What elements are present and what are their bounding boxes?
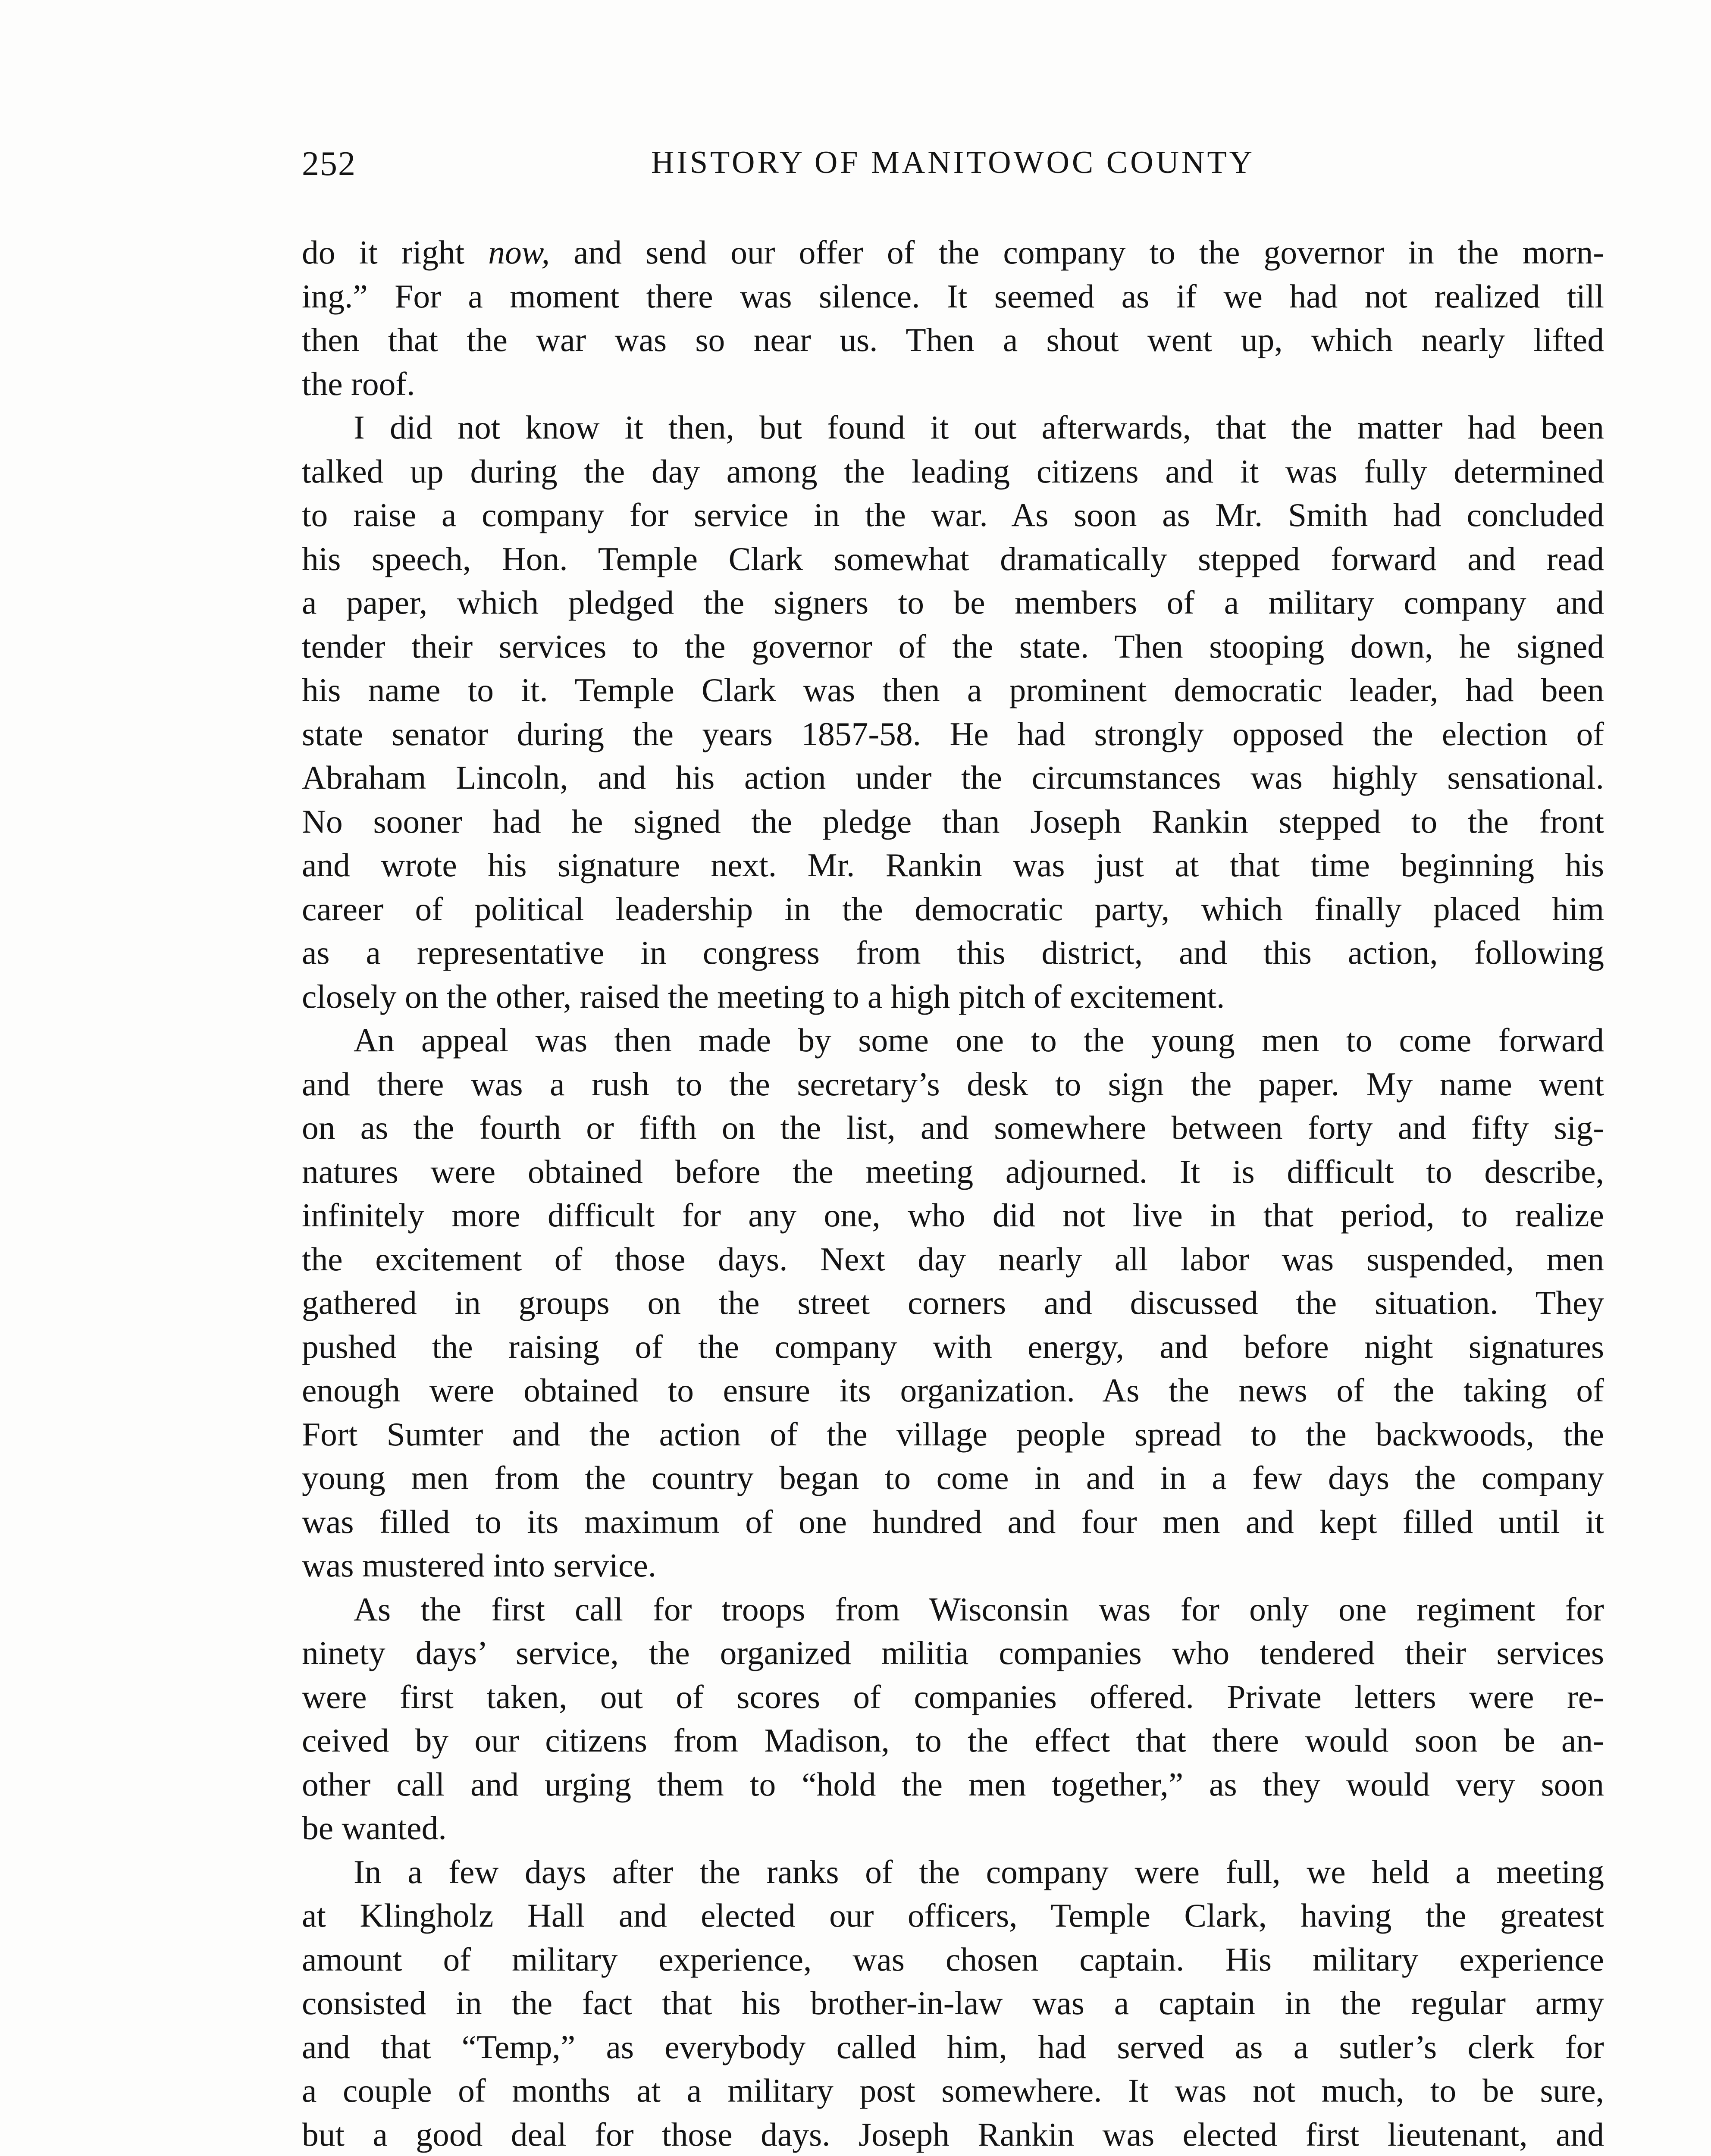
text-line: be wanted. <box>302 1809 447 1846</box>
text-line: enough were obtained to ensure its organization. As the news of the taking of <box>302 1372 1604 1409</box>
text-line: tender their services to the governor of the state. Then stooping down, he signed <box>302 627 1604 665</box>
text-line: state senator during the years 1857-58. He had strongly opposed the election of <box>302 715 1604 752</box>
text-line: closely on the other, raised the meeting to a high pitch of excitement. <box>302 978 1225 1015</box>
text-line: and that “Temp,” as everybody called him, had served as a sutler’s clerk for <box>302 2028 1604 2065</box>
text-line: As the first call for troops from Wisconsin was for only one regiment for <box>354 1590 1604 1628</box>
text-line: a couple of months at a military post somewhere. It was not much, to be sure, <box>302 2072 1604 2109</box>
text-line: ing.” For a moment there was silence. It seemed as if we had not realized till <box>302 277 1604 315</box>
text-line: were first taken, out of scores of companies offered. Private letters were re- <box>302 1678 1604 1715</box>
text-line: and wrote his signature next. Mr. Rankin was just at that time beginning his <box>302 846 1604 884</box>
text-line: ninety days’ service, the organized militia companies who tendered their services <box>302 1634 1604 1671</box>
text-line: the excitement of those days. Next day nearly all labor was suspended, men <box>302 1240 1604 1278</box>
text-line: and there was a rush to the secretary’s desk to sign the paper. My name went <box>302 1065 1604 1103</box>
text-line: other call and urging them to “hold the men together,” as they would very soon <box>302 1765 1604 1803</box>
text-line: to raise a company for service in the war. As soon as Mr. Smith had concluded <box>302 496 1604 533</box>
text-line: No sooner had he signed the pledge than Joseph Rankin stepped to the front <box>302 802 1604 840</box>
text-line: In a few days after the ranks of the company were full, we held a meeting <box>354 1853 1604 1890</box>
text-line: An appeal was then made by some one to the young men to come forward <box>354 1022 1604 1059</box>
text-line: ceived by our citizens from Madison, to the effect that there would soon be an- <box>302 1722 1604 1759</box>
text-line: was filled to its maximum of one hundred and four men and kept filled until it <box>302 1503 1604 1540</box>
text-line: do it right now, and send our offer of the company to the governor in the morn- <box>302 234 1604 271</box>
text-line: as a representative in congress from this district, and this action, following <box>302 934 1604 971</box>
text-line: was mustered into service. <box>302 1547 657 1584</box>
text-line: Abraham Lincoln, and his action under the circumstances was highly sensational. <box>302 759 1604 796</box>
text-line: a paper, which pledged the signers to be members of a military company and <box>302 584 1604 621</box>
page-number: 252 <box>302 145 356 183</box>
text-line: young men from the country began to come in and in a few days the company <box>302 1459 1604 1496</box>
text-line: his speech, Hon. Temple Clark somewhat dramatically stepped forward and read <box>302 540 1604 577</box>
running-title: HISTORY OF MANITOWOC COUNTY <box>651 145 1255 180</box>
text-line: at Klingholz Hall and elected our officers, Temple Clark, having the greatest <box>302 1897 1604 1934</box>
page-header <box>302 144 1604 192</box>
body-text <box>302 231 1604 2156</box>
text-line: consisted in the fact that his brother-in-law was a captain in the regular army <box>302 1984 1604 2021</box>
text-line: Fort Sumter and the action of the village people spread to the backwoods, the <box>302 1415 1604 1453</box>
text-line: amount of military experience, was chosen captain. His military experience <box>302 1940 1604 1978</box>
text-line: his name to it. Temple Clark was then a prominent democratic leader, had been <box>302 671 1604 708</box>
text-line: infinitely more difficult for any one, who did not live in that period, to realize <box>302 1197 1604 1234</box>
emphasis: now, <box>488 234 550 271</box>
text-line: I did not know it then, but found it out afterwards, that the matter had been <box>354 409 1604 446</box>
text-line: pushed the raising of the company with energy, and before night signatures <box>302 1328 1604 1365</box>
text-line: on as the fourth or fifth on the list, and somewhere between forty and fifty sig- <box>302 1109 1604 1146</box>
text-line: then that the war was so near us. Then a shout went up, which nearly lifted <box>302 321 1604 358</box>
text-line: career of political leadership in the democratic party, which finally placed him <box>302 890 1604 928</box>
text-line: the roof. <box>302 365 415 402</box>
text-line: talked up during the day among the leading citizens and it was fully determined <box>302 452 1604 490</box>
text-line: gathered in groups on the street corners and discussed the situation. They <box>302 1284 1604 1321</box>
text-line: natures were obtained before the meeting adjourned. It is difficult to describe, <box>302 1153 1604 1190</box>
text-line: but a good deal for those days. Joseph Rankin was elected first lieutenant, and <box>302 2115 1604 2153</box>
